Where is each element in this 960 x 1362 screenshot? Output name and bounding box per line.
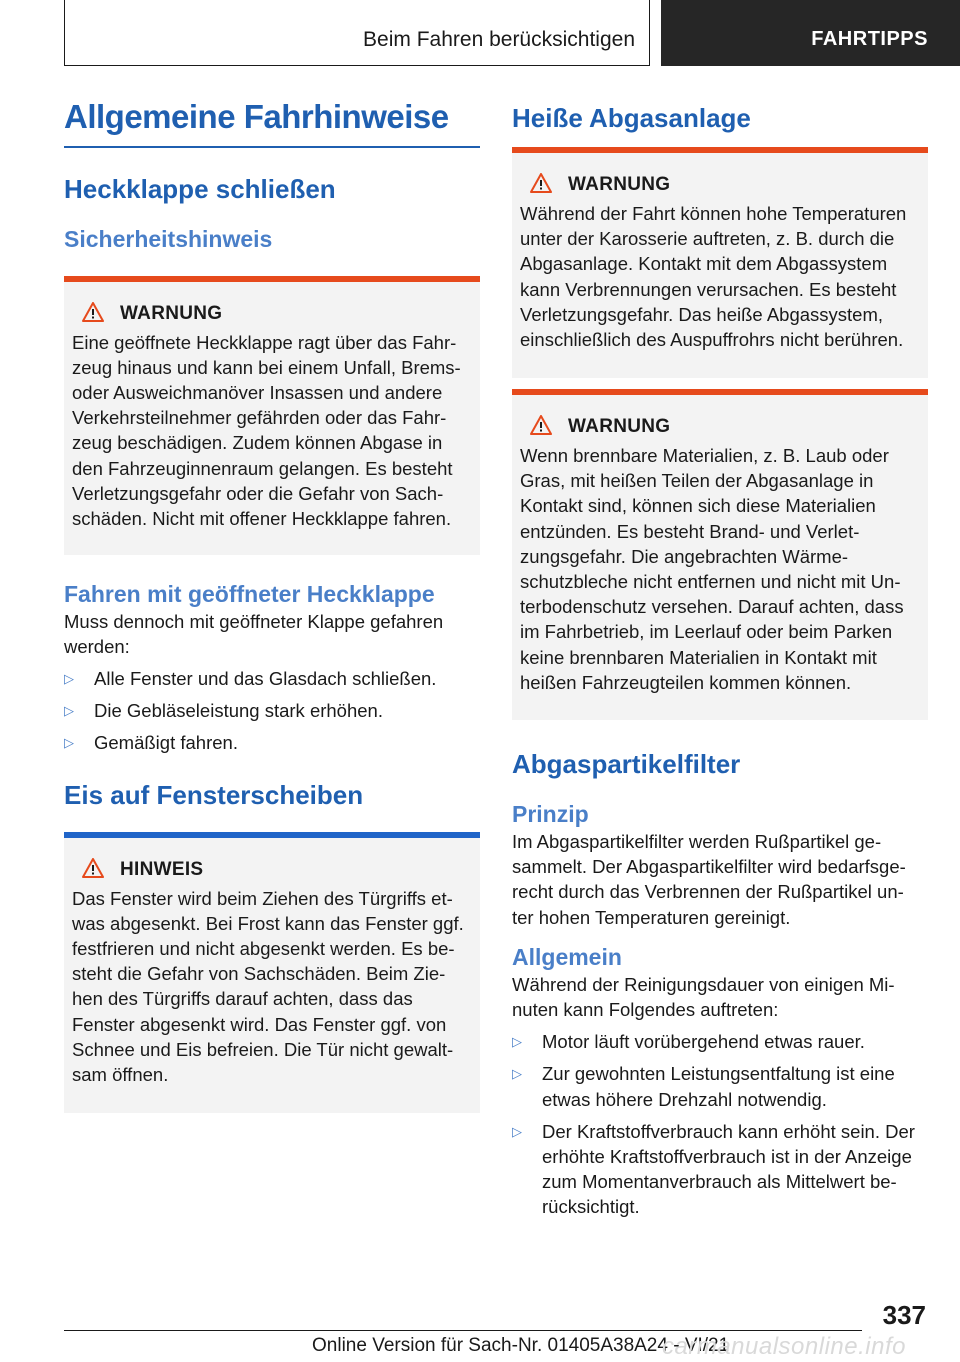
list-item: ▷ Zur gewohnten Leistungsentfaltung ist eine etwas höhere Drehzahl notwendig.	[512, 1063, 895, 1110]
text-line: Muss dennoch mit geöffneter Klappe gefahren	[64, 610, 444, 632]
text-line: Verletzungsgefahr oder die Gefahr von Sach-	[72, 482, 444, 504]
warning-header	[72, 302, 472, 326]
text-line: zeug beschädigen. Zudem können Abgase in	[72, 432, 443, 454]
heading-principle: Prinzip	[512, 801, 589, 827]
text-line: einschließlich des Auspuffrohrs nicht berühren.	[520, 329, 904, 351]
text-line: sammelt. Der Abgaspartikelfilter wird bedarfsge-	[512, 856, 906, 878]
general-list	[512, 1029, 928, 1219]
text-line: werden:	[64, 635, 130, 657]
text-line: Während der Fahrt können hohe Temperaturen	[520, 203, 907, 224]
warning-label: WARNUNG	[120, 302, 223, 324]
text-line: Schnee und Eis befreien. Die Tür nicht gewalt-	[72, 1038, 454, 1060]
text-line: zungsgefahr. Die angebrachten Wärme-	[520, 545, 849, 567]
text-line: steht die Gefahr von Sachschäden. Beim Zie-	[72, 963, 446, 985]
hint-label: HINWEIS	[120, 858, 204, 880]
header-section-frame	[64, 0, 650, 66]
text-line: im Fahrbetrieb, im Leerlauf oder beim Parken	[520, 621, 893, 643]
text-line: Während der Reinigungsdauer von einigen Mi-	[512, 973, 895, 995]
text-line: oder Ausweichmanöver Insassen und andere	[72, 381, 443, 403]
warning-header	[520, 173, 920, 197]
warning-text	[520, 201, 920, 352]
text-line: festfrieren und nicht abgesenkt werden. Es be-	[72, 937, 455, 959]
text-line: hen des Türgriffs darauf achten, dass das	[72, 988, 413, 1010]
list-item: ▷ Die Gebläseleistung stark erhöhen.	[64, 700, 383, 722]
warning-text	[72, 330, 472, 532]
triangle-bullet-icon: ▷	[64, 735, 74, 751]
text-line: sam öffnen.	[72, 1063, 169, 1085]
triangle-bullet-icon: ▷	[512, 1066, 522, 1082]
warning-header	[520, 415, 920, 439]
text-line: Das Fenster wird beim Ziehen des Türgriffs et-	[72, 887, 453, 909]
text-line: schutzbleche nicht entfernen und nicht mit Un-	[520, 571, 901, 593]
online-version-note: Online Version für Sach-Nr. 01405A38A24 - VI/21	[312, 1335, 730, 1356]
warning-text	[520, 443, 920, 695]
text-line: den Fahrzeuginnenraum gelangen. Es besteht	[72, 457, 453, 479]
warning-label: WARNUNG	[568, 174, 671, 195]
text-line: recht durch das Verbrennen der Rußpartikel un-	[512, 881, 904, 903]
heading-general: Allgemein	[512, 943, 622, 970]
header-chapter-title: FAHRTIPPS	[811, 28, 928, 50]
text-line: schäden. Nicht mit offener Heckklappe fahren.	[72, 507, 452, 529]
list-item: ▷ Alle Fenster und das Glasdach schließen.	[64, 667, 437, 689]
title-rule	[64, 146, 480, 148]
header-chapter-tab	[661, 0, 960, 66]
text-line: keine brennbaren Materialien in Kontakt mit	[520, 646, 877, 668]
warning-triangle-icon	[520, 415, 560, 439]
text-line: Verletzungsgefahr. Das heiße Abgassystem,	[520, 303, 884, 325]
warning-box-flammable	[512, 389, 928, 720]
text-line: ter hohen Temperaturen gereinigt.	[512, 906, 791, 928]
open-tailgate-intro	[64, 609, 480, 659]
text-line: Gras, mit heißen Teilen der Abgasanlage in	[520, 470, 874, 492]
header-section-title: Beim Fahren berücksichtigen	[363, 28, 635, 51]
heading-ice-windows: Eis auf Fensterscheiben	[64, 779, 364, 810]
list-item: ▷ Gemäßigt fahren.	[64, 732, 238, 754]
footer-rule	[64, 1330, 862, 1331]
triangle-bullet-icon: ▷	[512, 1034, 522, 1050]
triangle-bullet-icon: ▷	[64, 703, 74, 719]
warning-triangle-icon	[72, 302, 112, 326]
right-column	[512, 98, 928, 1220]
list-item: ▷ Der Kraftstoffverbrauch kann erhöht sein. Der erhöhte Kraftstoffverbrauch ist in der Anzeige zum Momentanverbrauch als Mittelwert be- rücksichtigt.	[512, 1120, 915, 1218]
heading-open-tailgate: Fahren mit geöffneter Heckklappe	[64, 580, 435, 607]
triangle-bullet-icon: ▷	[64, 670, 74, 686]
text-line: was abgesenkt. Bei Frost kann das Fenster ggf.	[72, 912, 464, 934]
open-tailgate-list	[64, 666, 480, 756]
watermark: carmanualsonline.info	[662, 1333, 906, 1360]
warning-triangle-icon	[72, 858, 112, 882]
left-column	[64, 98, 480, 1113]
warning-triangle-icon	[520, 173, 560, 197]
heading-particle-filter: Abgaspartikelfilter	[512, 749, 741, 779]
triangle-bullet-icon: ▷	[512, 1123, 522, 1139]
text-line: Kontakt sind, können sich diese Materialien	[520, 495, 876, 517]
warning-box-exhaust-heat	[512, 147, 928, 378]
text-line: Wenn brennbare Materialien, z. B. Laub oder	[520, 445, 889, 466]
text-line: Eine geöffnete Heckklappe ragt über das Fahr-	[72, 331, 457, 353]
heading-safety-note: Sicherheitshinweis	[64, 225, 273, 252]
page-title: Allgemeine Fahrhinweise	[64, 98, 449, 135]
text-line: nuten kann Folgendes auftreten:	[512, 999, 779, 1021]
list-item: ▷ Motor läuft vorübergehend etwas rauer.	[512, 1031, 865, 1053]
warning-box-tailgate	[64, 276, 480, 555]
principle-text	[512, 829, 928, 930]
text-line: zeug hinaus und kann bei einem Unfall, Brems-	[72, 356, 461, 378]
hint-text	[72, 886, 472, 1088]
text-line: Fenster abgesenkt wird. Das Fenster ggf. von	[72, 1013, 447, 1035]
text-line: terbodenschutz versehen. Darauf achten, dass	[520, 596, 904, 618]
text-line: heißen Fahrzeugteilen kommen können.	[520, 671, 852, 693]
page-number: 337	[882, 1300, 926, 1330]
hint-box-ice	[64, 832, 480, 1113]
text-line: entzünden. Es besteht Brand- und Verlet-	[520, 520, 860, 542]
heading-hot-exhaust: Heiße Abgasanlage	[512, 103, 751, 133]
text-line: kann Verbrennungen verursachen. Es besteht	[520, 278, 897, 300]
warning-label: WARNUNG	[568, 416, 671, 437]
text-line: Verkehrsteilnehmer gefährden oder das Fahr-	[72, 407, 447, 429]
general-text	[512, 972, 928, 1022]
heading-tailgate: Heckklappe schließen	[64, 173, 336, 204]
text-line: unter der Karosserie auftreten, z. B. durch die	[520, 228, 895, 250]
hint-header	[72, 858, 472, 882]
text-line: Abgasanlage. Kontakt mit dem Abgassystem	[520, 253, 888, 275]
text-line: Im Abgaspartikelfilter werden Rußpartikel ge-	[512, 831, 882, 852]
